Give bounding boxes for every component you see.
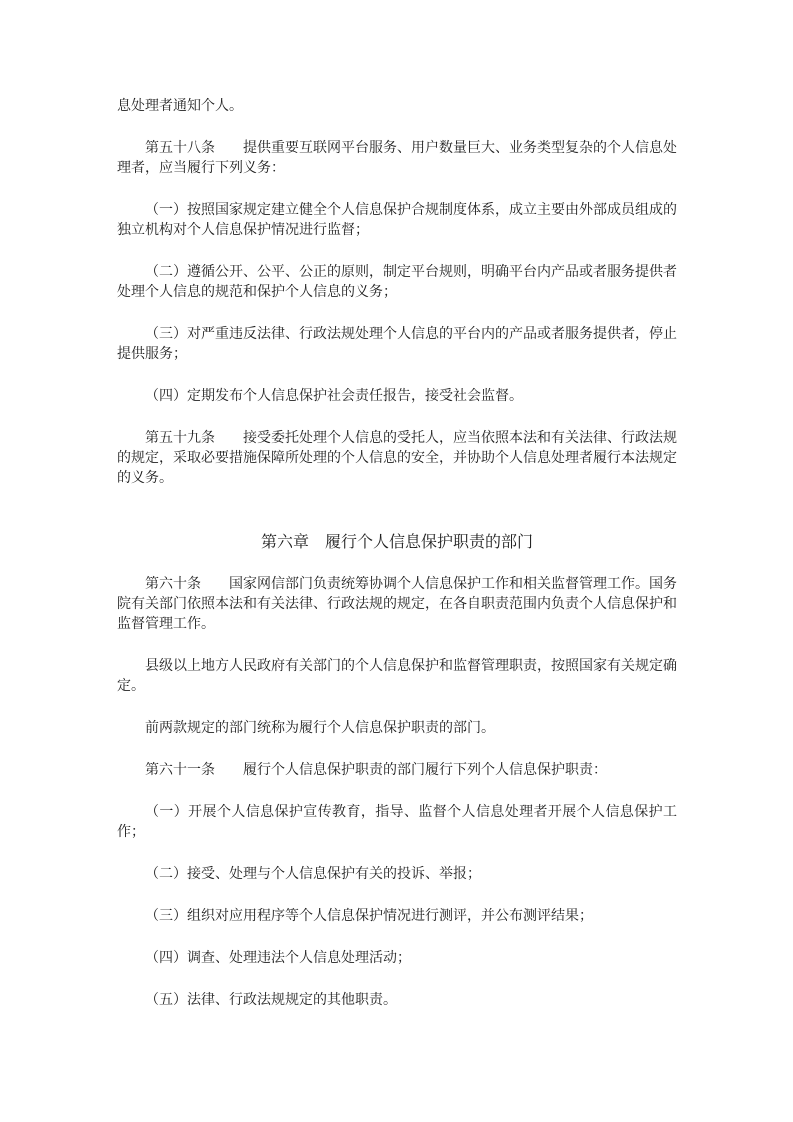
paragraph-article-61-item-3: （三）组织对应用程序等个人信息保护情况进行测评，并公布测评结果；	[145, 909, 593, 924]
paragraph-article-59: 第五十九条 接受委托处理个人信息的受托人，应当依照本法和有关法律、行政法规的规定，采取必要措施保障所处理的个人信息的安全，并协助个人信息处理者履行本法规定的义务。	[117, 431, 677, 486]
paragraph-article-61-item-2: （二）接受、处理与个人信息保护有关的投诉、举报；	[145, 867, 481, 882]
paragraph-article-58-item-2: （二）遵循公开、公平、公正的原则，制定平台规则，明确平台内产品或者服务提供者处理个人信息的规范和保护个人信息的义务；	[117, 265, 677, 300]
paragraph-article-60-para-3: 前两款规定的部门统称为履行个人信息保护职责的部门。	[145, 721, 495, 736]
paragraph-article-61-item-1: （一）开展个人信息保护宣传教育，指导、监督个人信息处理者开展个人信息保护工作；	[117, 805, 677, 840]
paragraph-article-58-item-3: （三）对严重违反法律、行政法规处理个人信息的平台内的产品或者服务提供者，停止提供服务；	[117, 327, 677, 362]
chapter-6-heading: 第六章 履行个人信息保护职责的部门	[260, 534, 533, 551]
paragraph-continuation: 息处理者通知个人。	[117, 99, 243, 114]
paragraph-article-61-item-5: （五）法律、行政法规规定的其他职责。	[145, 993, 397, 1008]
text-column	[117, 97, 677, 1011]
paragraph-article-61: 第六十一条 履行个人信息保护职责的部门履行下列个人信息保护职责：	[145, 763, 607, 778]
paragraph-article-60: 第六十条 国家网信部门负责统筹协调个人信息保护工作和相关监督管理工作。国务院有关部门依照本法和有关法律、行政法规的规定，在各自职责范围内负责个人信息保护和监督管理工作。	[117, 577, 677, 632]
paragraph-article-58-item-4: （四）定期发布个人信息保护社会责任报告，接受社会监督。	[145, 389, 523, 404]
paragraph-article-60-para-2: 县级以上地方人民政府有关部门的个人信息保护和监督管理职责，按照国家有关规定确定。	[117, 659, 677, 694]
paragraph-article-58-item-1: （一）按照国家规定建立健全个人信息保护合规制度体系，成立主要由外部成员组成的独立机构对个人信息保护情况进行监督；	[117, 203, 677, 238]
paragraph-article-58: 第五十八条 提供重要互联网平台服务、用户数量巨大、业务类型复杂的个人信息处理者，应当履行下列义务：	[117, 141, 677, 176]
paragraph-article-61-item-4: （四）调查、处理违法个人信息处理活动；	[145, 951, 411, 966]
